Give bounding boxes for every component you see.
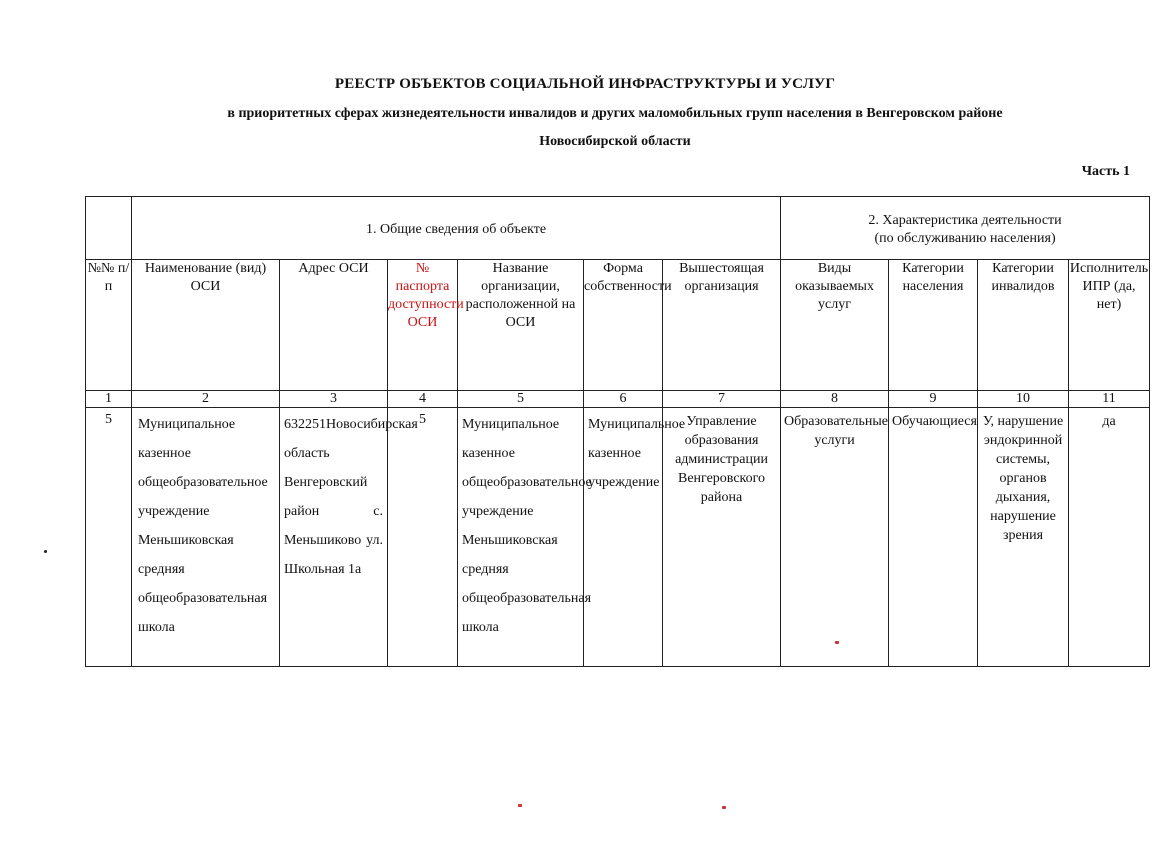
cell-passport: 5 bbox=[388, 408, 458, 667]
col-number: 11 bbox=[1069, 391, 1150, 408]
col-number: 2 bbox=[132, 391, 280, 408]
table-row bbox=[86, 408, 1150, 667]
cell-ownership: Муниципальное казенное учреждение bbox=[584, 408, 663, 667]
section-general: 1. Общие сведения об объекте bbox=[132, 197, 781, 260]
part-label: Часть 1 bbox=[1081, 164, 1130, 179]
col-header-disabled: Категории инвалидов bbox=[978, 260, 1069, 391]
cell-address: 632251Новосибирская область Венгеровский район с. Меньшиково ул. Школьная 1а bbox=[280, 408, 388, 667]
page-subtitle: в приоритетных сферах жизнедеятельности инвалидов и других маломобильных групп населения в Венгеровском районе bbox=[227, 106, 1003, 121]
col-number: 5 bbox=[458, 391, 584, 408]
col-number: 9 bbox=[889, 391, 978, 408]
scan-speck bbox=[518, 804, 522, 807]
cell-organization: Муниципальное казенное общеобразовательное учреждение Меньшиковская средняя общеобразовательная школа bbox=[458, 408, 584, 667]
col-header-name: Наименование (вид) ОСИ bbox=[132, 260, 280, 391]
col-number: 6 bbox=[584, 391, 663, 408]
col-header-passport: № паспорта доступности ОСИ bbox=[388, 260, 458, 391]
cell-disabled: У, нарушение эндокринной системы, органов дыхания, нарушение зрения bbox=[978, 408, 1069, 667]
col-number: 8 bbox=[781, 391, 889, 408]
col-number: 1 bbox=[86, 391, 132, 408]
col-number: 10 bbox=[978, 391, 1069, 408]
section-activity-line2: (по обслуживанию населения) bbox=[874, 231, 1056, 246]
scan-speck bbox=[44, 550, 47, 553]
column-header-row bbox=[86, 260, 1150, 391]
col-header-address: Адрес ОСИ bbox=[280, 260, 388, 391]
col-number: 3 bbox=[280, 391, 388, 408]
cell-name: Муниципальное казенное общеобразовательное учреждение Меньшиковская средняя общеобразовательная школа bbox=[132, 408, 280, 667]
scan-speck bbox=[722, 806, 726, 809]
col-header-population: Категории населения bbox=[889, 260, 978, 391]
col-header-num: №№ п/п bbox=[86, 260, 132, 391]
section-header-row bbox=[86, 197, 1150, 260]
cell-parent: Управление образования администрации Венгеровского района bbox=[663, 408, 781, 667]
region-line: Новосибирской области bbox=[539, 134, 691, 149]
cell-num: 5 bbox=[86, 408, 132, 667]
col-number: 4 bbox=[388, 391, 458, 408]
blank-corner-cell bbox=[86, 197, 132, 260]
col-header-parent: Вышестоящая организация bbox=[663, 260, 781, 391]
cell-services: Образовательные услуги bbox=[781, 408, 889, 667]
section-activity bbox=[781, 197, 1150, 260]
scan-speck bbox=[835, 641, 839, 644]
col-number: 7 bbox=[663, 391, 781, 408]
registry-table bbox=[85, 196, 1150, 667]
col-header-services: Виды оказываемых услуг bbox=[781, 260, 889, 391]
col-header-ipr: Исполнитель ИПР (да, нет) bbox=[1069, 260, 1150, 391]
cell-population: Обучающиеся bbox=[889, 408, 978, 667]
column-number-row bbox=[86, 391, 1150, 408]
page-title: РЕЕСТР ОБЪЕКТОВ СОЦИАЛЬНОЙ ИНФРАСТРУКТУРЫ И УСЛУГ bbox=[334, 76, 836, 92]
cell-ipr: да bbox=[1069, 408, 1150, 667]
col-header-ownership: Форма собственности bbox=[584, 260, 663, 391]
section-activity-line1: 2. Характеристика деятельности bbox=[868, 213, 1062, 228]
col-header-organization: Название организации, расположенной на ОСИ bbox=[458, 260, 584, 391]
